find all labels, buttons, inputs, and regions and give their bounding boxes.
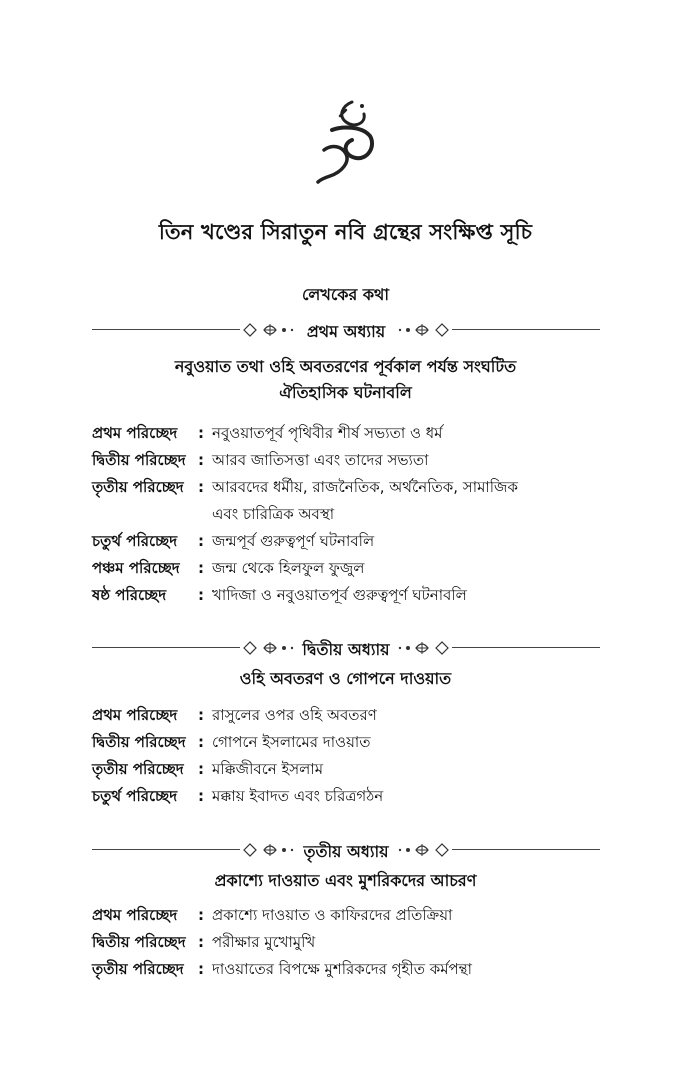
section-row xyxy=(92,902,612,929)
chapter-heading: তৃতীয় অধ্যায় xyxy=(303,842,389,861)
section-label: ষষ্ঠ পরিচ্ছেদ xyxy=(92,586,167,604)
ornament-icon xyxy=(392,840,452,860)
section-label: তৃতীয় পরিচ্ছেদ xyxy=(92,478,184,496)
section-colon: : xyxy=(198,760,204,778)
section-label: তৃতীয় পরিচ্ছেদ xyxy=(92,760,184,778)
section-title-line: আরবদের ধর্মীয়, রাজনৈতিক, অর্থনৈতিক, সামাজিক xyxy=(212,478,518,496)
section-list xyxy=(92,420,612,609)
section-row xyxy=(92,555,612,582)
chapter-title: ওহি অবতরণ ও গোপনে দাওয়াত xyxy=(239,669,452,688)
chapter-heading: দ্বিতীয় অধ্যায় xyxy=(302,640,390,659)
section-title: খাদিজা ও নবুওয়াতপূর্ব গুরুত্বপূর্ণ ঘটনাবলি xyxy=(212,586,467,604)
chapter-heading: প্রথম অধ্যায় xyxy=(306,322,386,341)
section-colon: : xyxy=(198,906,204,924)
calligraphy-logo-icon xyxy=(312,96,380,184)
section-colon: : xyxy=(198,478,204,496)
section-title: নবুওয়াতপূর্ব পৃথিবীর শীর্ষ সভ্যতা ও ধর্ম xyxy=(212,424,443,442)
chapter-divider xyxy=(92,636,600,660)
section-label: চতুর্থ পরিচ্ছেদ xyxy=(92,532,178,550)
divider-line xyxy=(92,329,240,330)
ornament-icon xyxy=(240,320,300,340)
chapter-title: প্রকাশ্যে দাওয়াত এবং মুশরিকদের আচরণ xyxy=(214,871,477,890)
section-title: প্রকাশ্যে দাওয়াত ও কাফিরদের প্রতিক্রিয়া xyxy=(212,906,453,924)
section-label: দ্বিতীয় পরিচ্ছেদ xyxy=(92,733,186,751)
section-row xyxy=(92,783,612,810)
section-label: চতুর্থ পরিচ্ছেদ xyxy=(92,787,178,805)
section-row xyxy=(92,956,612,983)
section-title: জন্ম থেকে হিলফুল ফুজুল xyxy=(212,559,365,577)
section-title: দাওয়াতের বিপক্ষে মুশরিকদের গৃহীত কর্মপন্থা xyxy=(212,960,472,978)
ornament-icon xyxy=(392,638,452,658)
section-row xyxy=(92,528,612,555)
section-colon: : xyxy=(198,733,204,751)
section-colon: : xyxy=(198,933,204,951)
section-row xyxy=(92,420,612,447)
divider-line xyxy=(452,329,600,330)
section-title: গোপনে ইসলামের দাওয়াত xyxy=(212,733,371,751)
section-row xyxy=(92,729,612,756)
section-colon: : xyxy=(198,787,204,805)
section-title xyxy=(212,474,612,528)
section-row xyxy=(92,474,612,528)
section-colon: : xyxy=(198,960,204,978)
preface-entry: লেখকের কথা xyxy=(301,285,390,304)
section-list xyxy=(92,902,612,983)
chapter-title: নবুওয়াত তথা ওহি অবতরণের পূর্বকাল পর্যন্ত সংঘটিত xyxy=(174,357,517,376)
section-row xyxy=(92,929,612,956)
chapter-title: ঐতিহাসিক ঘটনাবলি xyxy=(279,383,412,402)
section-colon: : xyxy=(198,559,204,577)
ornament-icon xyxy=(240,840,300,860)
divider-line xyxy=(452,647,600,648)
section-title: মক্কিজীবনে ইসলাম xyxy=(212,760,324,778)
section-label: দ্বিতীয় পরিচ্ছেদ xyxy=(92,451,186,469)
book-title: তিন খণ্ডের সিরাতুন নবি গ্রন্থের সংক্ষিপ্ত সূচি xyxy=(158,220,533,244)
section-colon: : xyxy=(198,706,204,724)
section-title: রাসুলের ওপর ওহি অবতরণ xyxy=(212,706,377,724)
section-colon: : xyxy=(198,532,204,550)
section-title: মক্কায় ইবাদত এবং চরিত্রগঠন xyxy=(212,787,384,805)
section-label: প্রথম পরিচ্ছেদ xyxy=(92,424,178,442)
chapter-divider xyxy=(92,318,600,342)
section-row xyxy=(92,756,612,783)
section-row xyxy=(92,702,612,729)
section-title: পরীক্ষার মুখোমুখি xyxy=(212,933,316,951)
divider-line xyxy=(92,647,240,648)
section-colon: : xyxy=(198,586,204,604)
chapter-divider xyxy=(92,838,600,862)
section-row xyxy=(92,582,612,609)
section-colon: : xyxy=(198,451,204,469)
section-colon: : xyxy=(198,424,204,442)
section-label: তৃতীয় পরিচ্ছেদ xyxy=(92,960,184,978)
section-row xyxy=(92,447,612,474)
section-label: প্রথম পরিচ্ছেদ xyxy=(92,706,178,724)
divider-line xyxy=(452,849,600,850)
section-list xyxy=(92,702,612,810)
section-title-line: এবং চারিত্রিক অবস্থা xyxy=(212,505,335,523)
ornament-icon xyxy=(392,320,452,340)
section-label: পঞ্চম পরিচ্ছেদ xyxy=(92,559,180,577)
divider-line xyxy=(92,849,240,850)
section-label: প্রথম পরিচ্ছেদ xyxy=(92,906,178,924)
section-title: জন্মপূর্ব গুরুত্বপূর্ণ ঘটনাবলি xyxy=(212,532,375,550)
section-title: আরব জাতিসত্তা এবং তাদের সভ্যতা xyxy=(212,451,429,469)
ornament-icon xyxy=(240,638,300,658)
section-label: দ্বিতীয় পরিচ্ছেদ xyxy=(92,933,186,951)
